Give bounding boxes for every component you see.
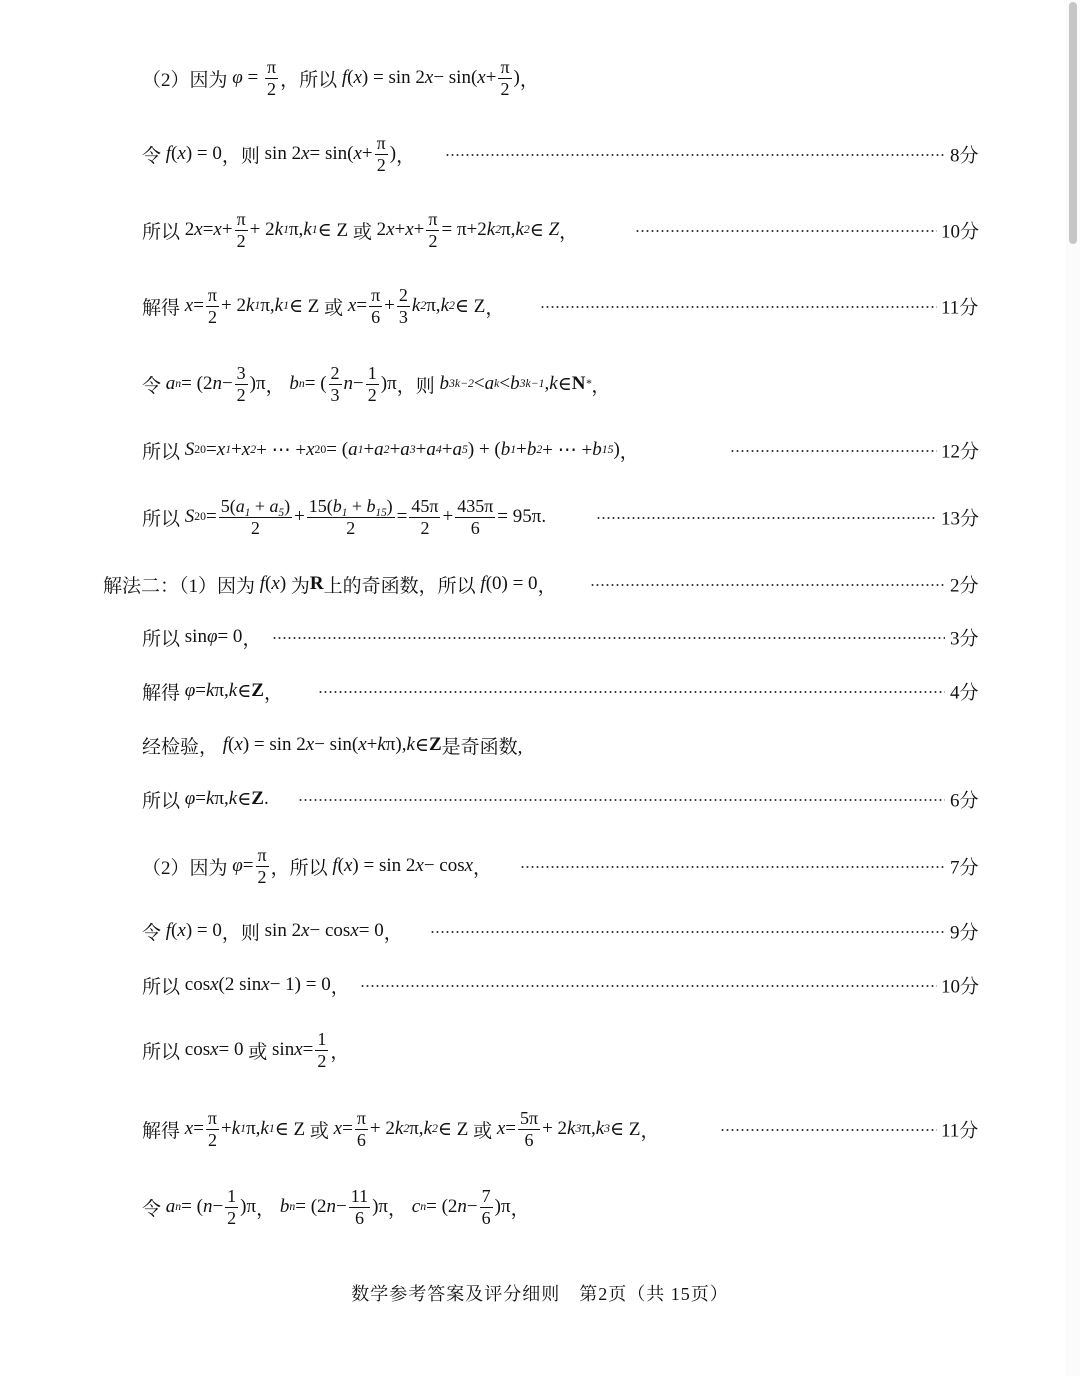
solution-row: （2）因为 φ = $\frac{\pi}{2}$ ，所以 f ( x ) = sin 2 x − cos x ， 7分: [142, 844, 979, 887]
text: （2）因为: [142, 69, 228, 91]
text: 令: [142, 922, 162, 944]
text: ，: [330, 1041, 350, 1063]
score-label: 2分: [950, 575, 979, 597]
solution-row: 解法二：（1）因为 f ( x ) 为 R 上的奇函数，所以 f (0) = 0 ， 2分: [0, 566, 1080, 602]
method-heading: 解法二：（1）因为: [103, 575, 256, 597]
score-label: 4分: [950, 682, 979, 704]
solution-row: 所以 S 20 = x 1 + x 2 + ⋯ + x 20 = ( a 1 + a 2 + a 3 + a 4 + a 5 ) + ( b 1 + b 2 + ⋯ + b 15 ) ， 12分: [0, 432, 1080, 468]
text: 或: [248, 1041, 268, 1063]
text: 为: [290, 575, 310, 597]
dot-leader: [445, 154, 945, 156]
text: 是奇函数,: [441, 736, 523, 758]
text: ，: [221, 922, 241, 944]
score-label: 9分: [950, 922, 979, 944]
text: ，: [473, 857, 493, 879]
text: 令: [142, 375, 162, 397]
solution-row: 解得 x = $\frac{\pi}{2}$ + k 1 π, k 1 ∈ Z 或 x = $\frac{\pi}{6}$ + 2 k 2 π, k 2 ∈ Z 或 x = $\frac{5\pi}{6}$ + 2 k 3 π, k 3 ∈ Z ， 11分: [142, 1107, 979, 1150]
text: 所以: [142, 790, 181, 812]
text: 则: [240, 922, 260, 944]
score-label: 10分: [941, 221, 980, 243]
solution-row: 所以 sin φ = 0 ， 3分: [0, 619, 1080, 655]
solution-row: 所以 S 20 = $\frac{5(a_1 + a_5)}{2}$ + $\frac{15(b_1 + b_{15})}{2}$ = $\frac{45\pi}{2}$ + $\frac{435\pi}{6}$ = 95π . 13分: [142, 495, 980, 538]
text: ，: [510, 1198, 530, 1220]
vertical-scrollbar[interactable]: [1066, 0, 1080, 1376]
text: ，: [263, 682, 283, 704]
text: ，: [619, 441, 639, 463]
solution-line: 所以 cos x = 0 或 sin x = $\frac{1}{2}$ ，: [142, 1028, 350, 1071]
dot-leader: [430, 931, 945, 933]
dot-leader: [298, 799, 945, 801]
text: ，: [265, 375, 285, 397]
score-label: 7分: [950, 857, 979, 879]
text: ，: [519, 69, 539, 91]
text: ，: [256, 1198, 276, 1220]
dot-leader: [540, 306, 937, 308]
solution-row: 令 f ( x ) = 0 ， 则 sin 2 x = sin( x + $\frac{\pi}{2}$ ) ， 8分: [142, 132, 979, 175]
dot-leader: [360, 985, 937, 987]
dot-leader: [318, 691, 945, 693]
dot-leader: [520, 866, 945, 868]
score-label: 11分: [941, 297, 979, 319]
text: ，: [242, 628, 262, 650]
text: .: [263, 788, 269, 809]
text: 解得: [142, 682, 181, 704]
text: 令: [142, 145, 162, 167]
text: 则: [240, 145, 260, 167]
text: 解得: [142, 297, 181, 319]
text: ，所以: [270, 857, 328, 879]
solution-row: 解得 φ = k π, k ∈ Z ， 4分: [0, 673, 1080, 709]
text: 则: [415, 375, 435, 397]
dot-leader: [635, 230, 937, 232]
score-label: 8分: [950, 145, 979, 167]
text: 或: [309, 1120, 329, 1142]
text: ，: [640, 1120, 660, 1142]
text: 所以: [142, 221, 181, 243]
text: ，: [396, 145, 416, 167]
text: 所以: [142, 628, 181, 650]
score-label: 11分: [941, 1120, 979, 1142]
score-label: 6分: [950, 790, 979, 812]
text: 所以: [142, 508, 181, 530]
text: 经检验，: [142, 736, 219, 758]
text: 解得: [142, 1120, 181, 1142]
score-label: 3分: [950, 628, 979, 650]
score-label: 12分: [941, 441, 980, 463]
text: ，: [221, 145, 241, 167]
text: ，: [330, 976, 350, 998]
solution-row: 解得 x = $\frac{\pi}{2}$ + 2 k 1 π, k 1 ∈ Z 或 x = $\frac{\pi}{6}$ + $\frac{2}{3}$ k 2 π, k 2 ∈ Z ， 11分: [142, 284, 979, 327]
score-label: 13分: [941, 508, 980, 530]
page-footer: 数学参考答案及评分细则 第2页（共 15页）: [351, 1284, 729, 1304]
text: 所以: [142, 976, 181, 998]
text: 令: [142, 1198, 162, 1220]
dot-leader: [720, 1129, 937, 1131]
solution-row: 所以 2 x = x + $\frac{\pi}{2}$ + 2 k 1 π, k 1 ∈ Z 或 2 x + x + $\frac{\pi}{2}$ = π+2 k 2 π, k 2 ∈ Z ， 10分: [142, 208, 980, 251]
solution-line: 令 a n = ( n − $\frac{1}{2}$ )π ， b n = (2 n − $\frac{11}{6}$ )π ， c n = (2 n − $\frac{7}{6}$ )π ，: [142, 1185, 530, 1228]
solution-line: 经检验， f ( x ) = sin 2 x − sin( x + k π), k ∈ Z 是奇函数,: [142, 727, 522, 763]
solution-row: 所以 cos x (2 sin x − 1) = 0 ， 10分: [0, 967, 1080, 1003]
text: 所以: [142, 1041, 181, 1063]
solution-line: （2）因为 φ = $\frac{\pi}{2}$ ，所以 f ( x ) = sin 2 x − sin( x + $\frac{\pi}{2}$ ) ，: [142, 56, 539, 99]
text: ，: [396, 375, 416, 397]
text: ，: [388, 1198, 408, 1220]
text: .: [541, 506, 547, 527]
text: 上的奇函数，所以: [323, 575, 476, 597]
solution-row: 所以 φ = k π, k ∈ Z . 6分: [0, 781, 1080, 817]
solution-row: 令 f ( x ) = 0 ， 则 sin 2 x − cos x = 0 ， 9分: [0, 913, 1080, 949]
score-label: 10分: [941, 976, 980, 998]
text: 或: [324, 297, 344, 319]
text: （2）因为: [142, 857, 228, 879]
text: ，: [559, 221, 579, 243]
dot-leader: [272, 637, 945, 639]
text: 所以: [142, 441, 181, 463]
text: ，: [537, 575, 557, 597]
text: ，: [485, 297, 505, 319]
dot-leader: [730, 450, 937, 452]
solution-line: 令 a n = (2 n − $\frac{3}{2}$ )π ， b n = ( $\frac{2}{3}$ n − $\frac{1}{2}$ )π ， 则 b 3k−2 < a k < b 3k−1 , k ∈ N * ，: [142, 362, 611, 405]
text: ，: [383, 922, 403, 944]
text: ，所以: [280, 69, 338, 91]
scrollbar-thumb[interactable]: [1069, 2, 1077, 244]
dot-leader: [590, 584, 945, 586]
text: 或: [352, 221, 372, 243]
text: 或: [473, 1120, 493, 1142]
dot-leader: [596, 517, 937, 519]
text: ，: [591, 375, 611, 397]
text: R: [309, 573, 324, 594]
